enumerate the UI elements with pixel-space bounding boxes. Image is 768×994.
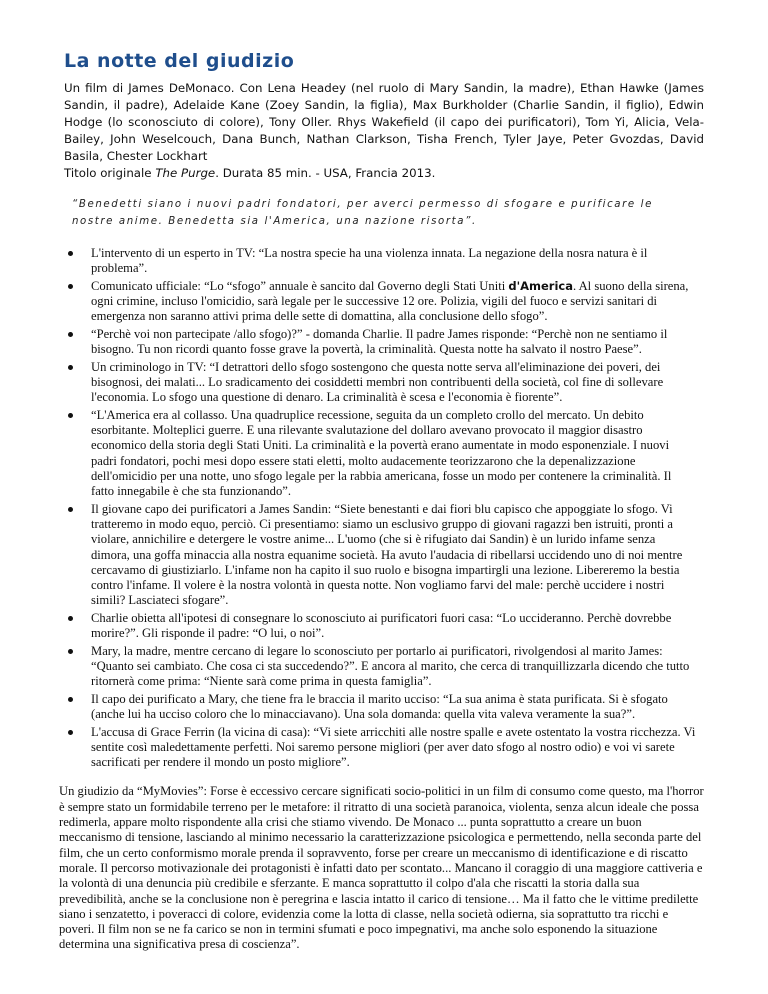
- original-title: The Purge: [155, 166, 216, 180]
- list-item: [64, 327, 704, 358]
- list-item: [64, 644, 704, 690]
- bullet-icon: [68, 616, 73, 621]
- list-item-text: . Al suono della sirena, ogni crimine, incluso l'omicidio, sarà legale per le successive 12 ore. Polizia, vigili del fuoco e servizi sanitari di emergenza non saranno attivi prima delle sette di domattina, alla conclusione dello sfogo”.: [91, 278, 689, 324]
- list-item: [64, 725, 704, 771]
- list-item-text: Un criminologo in TV: “I detrattori dello sfogo sostengono che questa notte serva all'eliminazione dei poveri, dei bisognosi, dei malati... Lo sradicamento dei cosiddetti membri non contribuenti della società, col fine di sollevare l'economia. Lo sfogo una questione di denaro. La criminalità è scesa e l'economia è fiorente”.: [91, 359, 664, 405]
- bullet-icon: [68, 365, 73, 370]
- list-item: [64, 692, 704, 723]
- original-title-suffix: . Durata 85 min. - USA, Francia 2013.: [215, 166, 436, 180]
- list-item: [64, 408, 704, 500]
- list-item: [64, 360, 704, 406]
- opening-quote: “Benedetti siano i nuovi padri fondatori, per averci permesso di sfogare e purificare le nostre anime. Benedetta sia l'America, una nazione risorta”.: [72, 199, 653, 227]
- list-item-text: L'intervento di un esperto in TV: “La nostra specie ha una violenza innata. La negazione della nosra natura è il problema”.: [91, 246, 648, 276]
- list-item-text: Mary, la madre, mentre cercano di legare lo sconosciuto per portarlo ai purificatori, rivolgendosi al marito James: “Quanto sei cambiato. Che cosa ci sta succedendo?”. E ancora al marito, che cerca di tranquillizzarla dicendo che tutto ritornerà come prima: “Niente sarà come prima in questa famiglia”.: [91, 643, 690, 689]
- film-credits: [64, 80, 704, 182]
- list-item-text: Charlie obietta all'ipotesi di consegnare lo sconosciuto ai purificatori fuori casa: “Lo uccideranno. Perchè dovrebbe morire?”. Gli risponde il padre: “O lui, o noi”.: [91, 610, 672, 641]
- list-item: [64, 611, 704, 642]
- list-item-bold-text: d'America: [508, 278, 573, 293]
- bullet-icon: [68, 507, 73, 512]
- list-item-text: Comunicato ufficiale: “Lo “sfogo” annuale è sancito dal Governo degli Stati Uniti: [91, 278, 509, 293]
- list-item-text: L'accusa di Grace Ferrin (la vicina di casa): “Vi siete arricchiti alle nostre spalle e avete ostentato la vostra ricchezza. Vi sentite così maledettamente perfetti. Noi saremo persone migliori (per aver dato sfogo al nostro odio) e voi vi sarete sacrificati per rendere il mondo un posto migliore”.: [91, 724, 696, 770]
- list-item-text: “Perchè voi non partecipate /allo sfogo)?” - domanda Charlie. Il padre James risponde: “Perchè non ne sentiamo il bisogno. Tu non ricordi quanto fosse grave la povertà, la criminalità. Questa notte ha salvato il nostro Paese”.: [91, 326, 668, 357]
- list-item: [64, 502, 704, 609]
- quotes-list: [64, 246, 704, 770]
- review-paragraph: Un giudizio da “MyMovies”: Forse è eccessivo cercare significati socio-politici in un film di consumo come questo, ma l'horror è sempre stato un formidabile terreno per le metafore: il ritratto di una società paranoica, violenta, senza alcun ideale che possa redimerla, appare molto rispondente alla crisi che stiamo vivendo. De Monaco ... punta soprattutto a creare un buon meccanismo di tensione, lasciando al minimo necessario la caratterizzazione psicologica e permettendo, nella seconda parte del film, che un certo conformismo morale prenda il sopravvento, forse per creare un meccanismo di identificazione e di riscatto morale. Il percorso motivazionale dei protagonisti è infatti dato per scontato... Mancano il coraggio di una maggiore cattiveria e la volontà di una denuncia più credibile e sferzante. E manca soprattutto il colpo d'ala che riscatti la storia dalla sua prevedibilità, anche se la conclusione non è peregrina e lascia intatto il carico di tensione… Ma il fatto che le vittime predilette siano i senzatetto, i poveracci di colore, evidenzia come la lotta di classe, nella società odierna, sia soprattutto tra ricchi e poveri. Il film non se ne fa carico se non in termini sfumati e poco impegnativi, ma anche solo esponendo la situazione determina una significativa presa di coscienza”.: [59, 784, 704, 952]
- credits-main: Un film di James DeMonaco. Con Lena Headey (nel ruolo di Mary Sandin, la madre), Ethan Hawke (James Sandin, il padre), Adelaide Kane (Zoey Sandin, la figlia), Max Burkholder (Charlie Sandin, il figlio), Edwin Hodge (lo sconosciuto di colore), Tony Oller. Rhys Wakefield (il capo dei purificatori), Tom Yi, Alicia, Vela-Bailey, John Weselcouch, Dana Bunch, Nathan Clarkson, Tisha French, Tyler Jaye, Peter Gvozdas, David Basila, Chester Lockhart: [64, 81, 704, 163]
- document-page: [59, 50, 704, 953]
- bullet-icon: [68, 413, 73, 418]
- list-item-text: Il giovane capo dei purificatori a James Sandin: “Siete benestanti e dai fiori blu capisco che appoggiate lo sfogo. Vi tratteremo in modo equo, perciò. Ci presentiamo: siamo un esclusivo gruppo di giovani ragazzi ben istruiti, pronti a violare, annichilire e detergere le vostre anime... L'uomo (che si è rifugiato dai Sandin) è un lurido infame senza dimora, una goffa minaccia alla nostra equanime società. Ha avuto l'audacia di ribellarsi uccidendo uno di noi mentre cercavamo di giustiziarlo. L'infame non ha capito il suo ruolo e bisogna impartirgli una lezione. Libereremo la bestia contro l'infame. Il volere è la nostra volontà in questa notte. Non vogliamo farvi del male: perchè uccidere i nostri simili? Lasciateci sfogare”.: [91, 501, 683, 608]
- bullet-icon: [68, 649, 73, 654]
- bullet-icon: [68, 332, 73, 337]
- bullet-icon: [68, 284, 73, 289]
- bullet-icon: [68, 730, 73, 735]
- page-title: La notte del giudizio: [64, 50, 295, 72]
- original-title-prefix: Titolo originale: [64, 166, 156, 180]
- bullet-icon: [68, 697, 73, 702]
- list-item: [64, 279, 704, 325]
- list-item: [64, 246, 704, 277]
- bullet-icon: [68, 251, 73, 256]
- list-item-text: Il capo dei purificato a Mary, che tiene fra le braccia il marito ucciso: “La sua anima è stata purificata. Si è sfogato (anche lui ha ucciso coloro che lo minacciavano). Una sola domanda: quella vita valeva veramente la sua?”.: [91, 691, 668, 722]
- list-item-text: “L'America era al collasso. Una quadruplice recessione, seguita da un completo crollo del mercato. Un debito esorbitante. Molteplici guerre. E una rilevante svalutazione del dollaro avevano provocato il maggior disastro economico della storia degli Stati Uniti. La criminalità e la povertà erano aumentate in modo esponenziale. I nuovi padri fondatori, pochi mesi dopo essere stati eletti, molto audacemente teorizzarono che la depenalizzazione dell'omicidio per una notte, uno sfogo legale per la rabbia americana, fosse un modo per contenere la criminalità. Il fatto innegabile è che sta funzionando”.: [91, 407, 672, 499]
